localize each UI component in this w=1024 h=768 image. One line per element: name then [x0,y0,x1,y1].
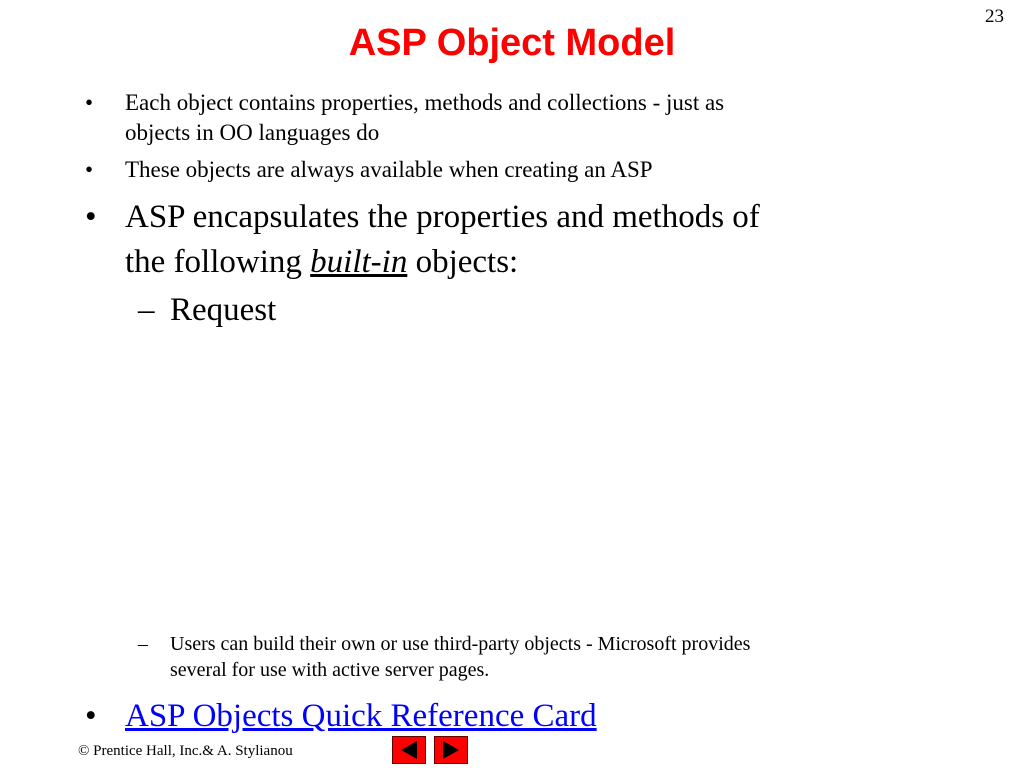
slide-title: ASP Object Model [348,22,676,64]
bullet-1-line-1: Each object contains properties, methods and collections - just as [125,90,725,115]
bullet-dot: • [85,157,94,182]
dash: – [138,633,148,655]
object-item: Request [170,292,277,328]
note-line-1: Users can build their own or use third-party objects - Microsoft provides [170,633,751,655]
next-slide-button[interactable] [434,736,468,764]
note-line-2: several for use with active server pages. [170,659,490,681]
bullet-1-line-2: objects in OO languages do [125,120,380,145]
slide-number: 23 [985,6,1004,27]
dash: – [138,292,155,328]
copyright-symbol: © [78,743,90,759]
bullet-dot: • [85,698,97,734]
reference-card-link-wrap [125,694,597,738]
bullet-3-line-2: the following built-in objects: [125,244,519,280]
right-arrow-icon [435,737,467,763]
built-in-emphasis: built-in [310,244,408,280]
bullet-dot: • [85,90,94,115]
bullet-2: These objects are always available when creating an ASP [125,157,653,182]
left-arrow-icon [393,737,425,763]
footer-text: Prentice Hall, Inc.& A. Stylianou [93,743,293,759]
prev-slide-button[interactable] [392,736,426,764]
footer [78,743,293,760]
reference-card-link[interactable]: ASP Objects Quick Reference Card [125,698,597,734]
bullet-dot: • [85,199,97,235]
bullet-3-line-1: ASP encapsulates the properties and methods of [125,199,760,235]
